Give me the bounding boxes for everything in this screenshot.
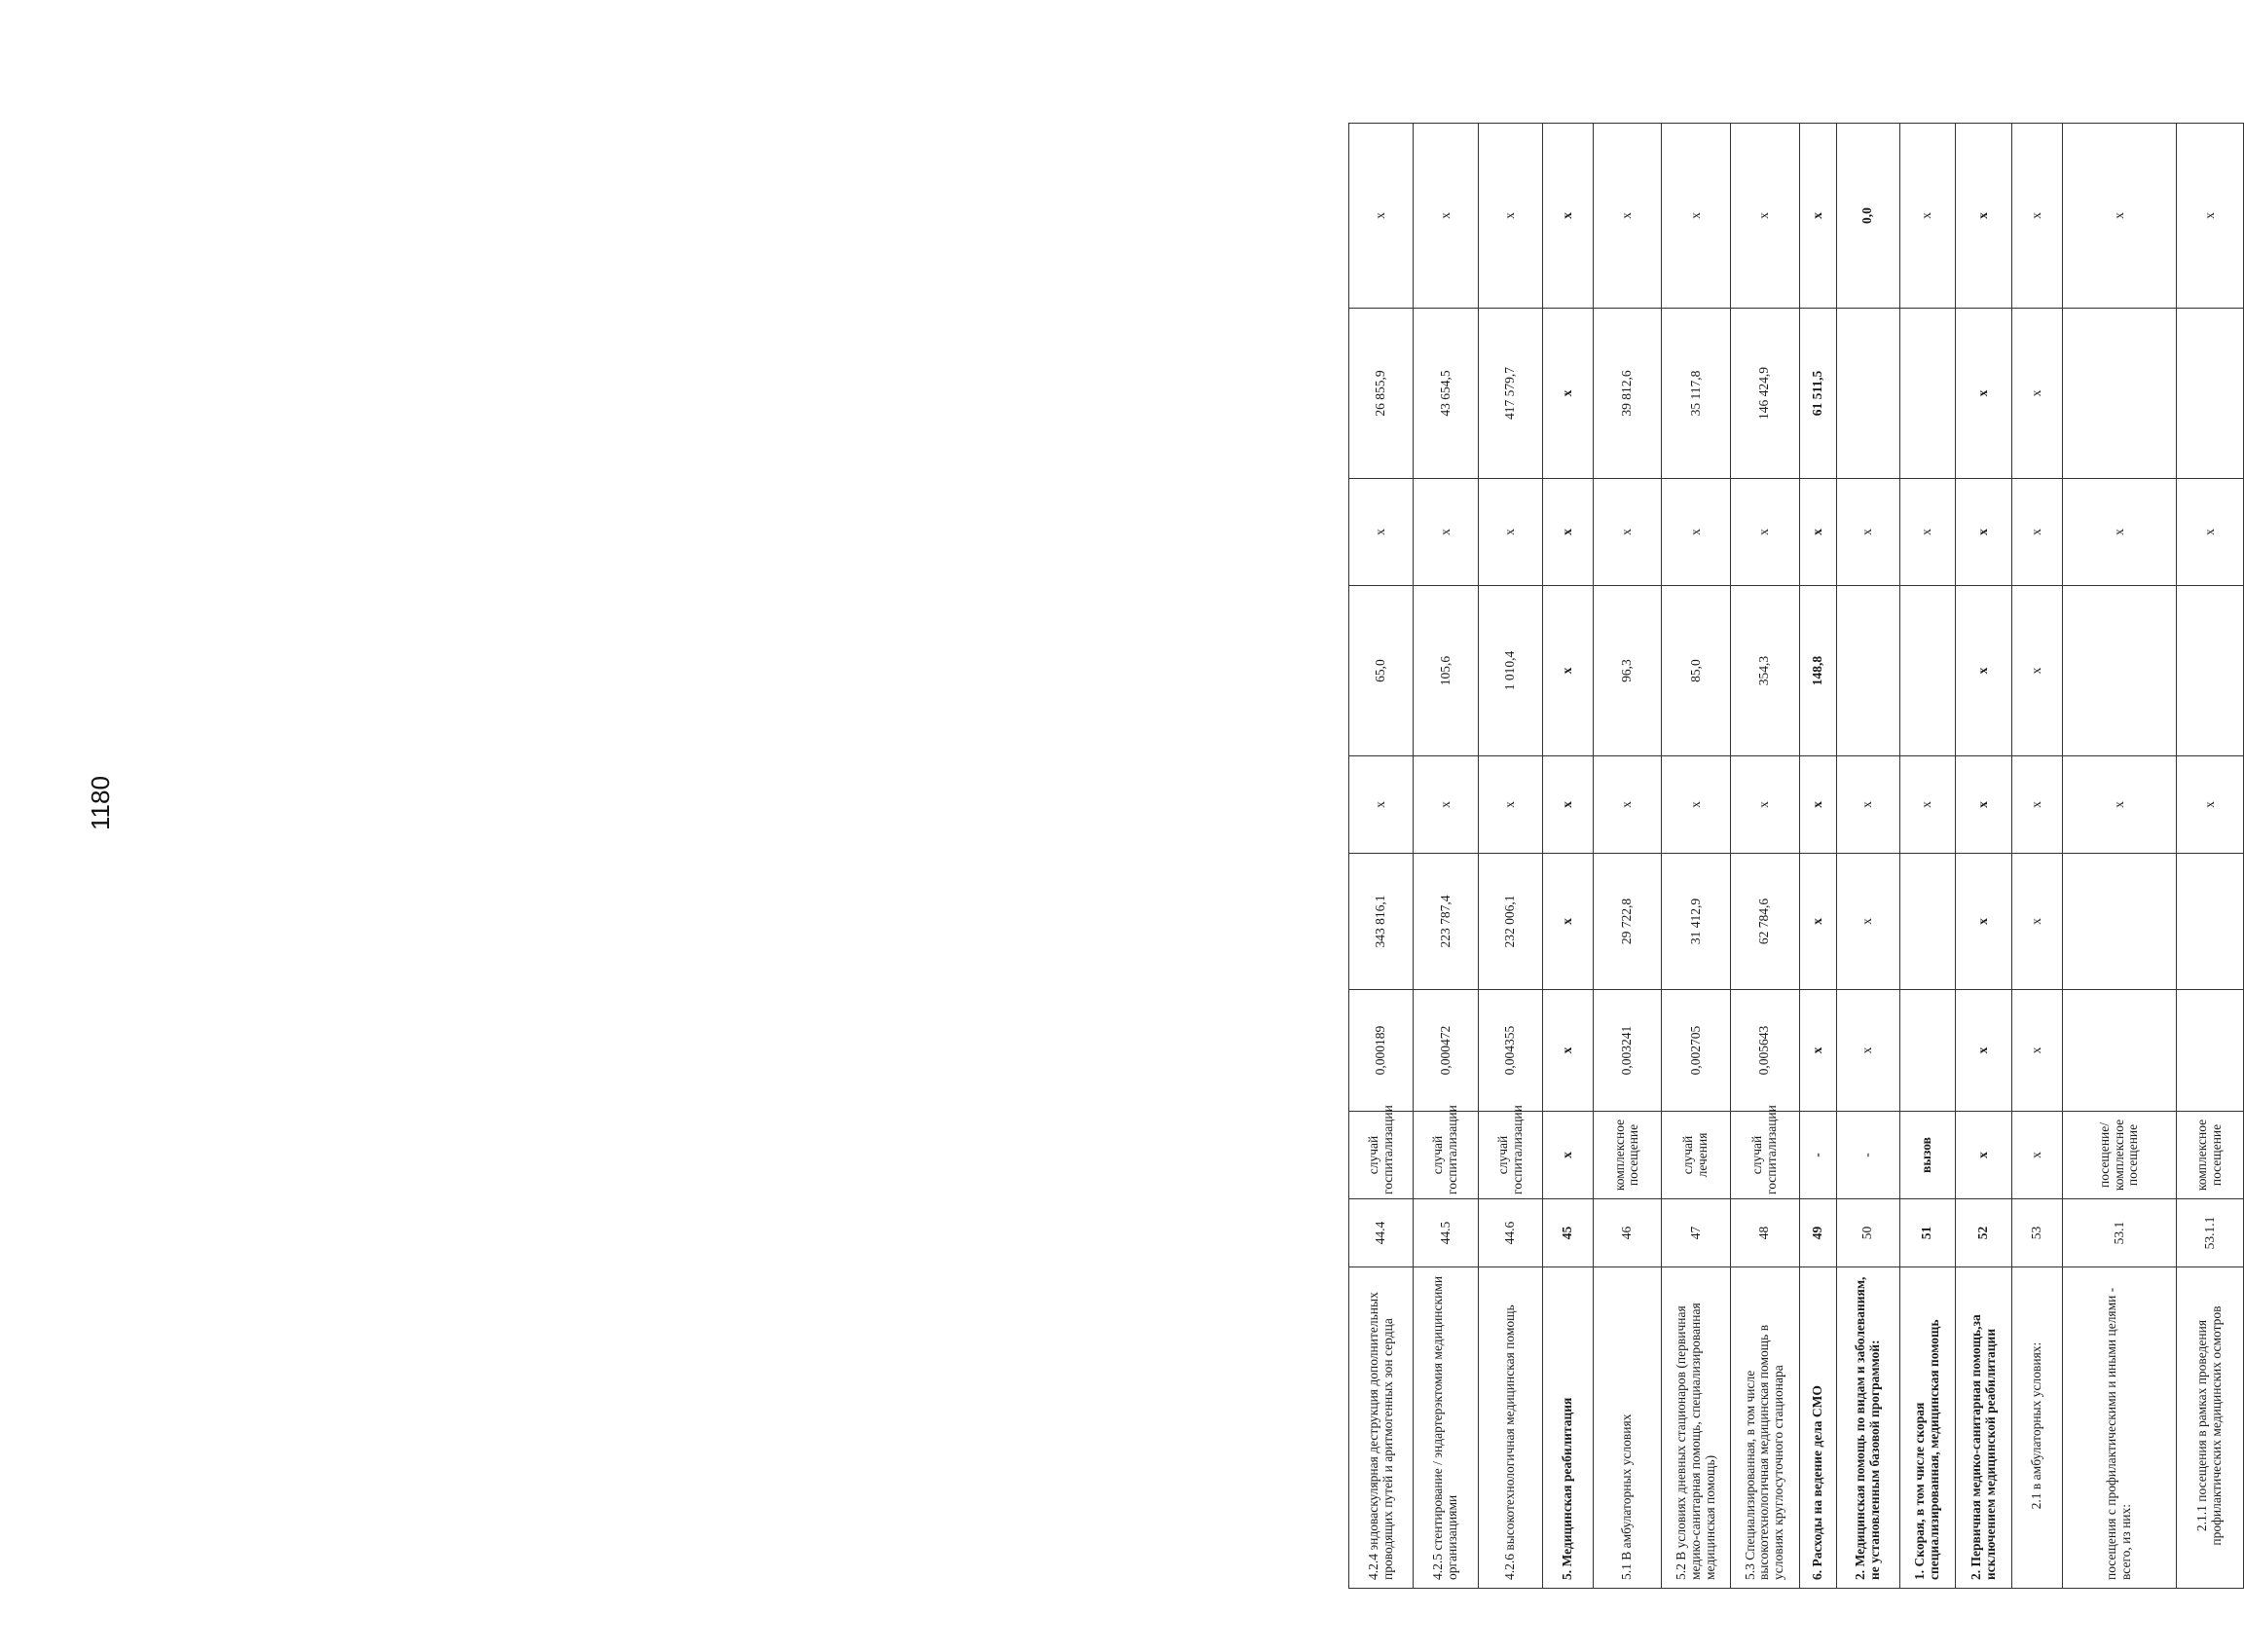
cell-c6: х	[1956, 309, 2012, 479]
table-row	[2177, 124, 2244, 1589]
row-name-cell: 1. Скорая, в том числе скорая специализированная, медицинская помощь	[1899, 1267, 1956, 1589]
cell-c2: 62 784,6	[1731, 854, 1800, 990]
cell-c7: х	[1593, 124, 1662, 309]
cell-c3: х	[1478, 756, 1542, 854]
cell-unit: комплексное посещение	[1593, 1112, 1662, 1199]
cell-c4: х	[1956, 586, 2012, 756]
row-name-cell: 2.1.1 посещения в рамках проведения профилактических медицинских осмотров	[2177, 1267, 2244, 1589]
row-name-cell: 2. Первичная медико-санитарная помощь,за исключением медицинской реабилитации	[1956, 1267, 2012, 1589]
cell-c4: 1 010,4	[1478, 586, 1542, 756]
cell-c5: х	[1731, 479, 1800, 586]
cell-c6: 61 511,5	[1799, 309, 1837, 479]
row-name-cell: 4.2.6 высокотехнологичная медицинская помощь	[1478, 1267, 1542, 1589]
cell-c2: 29 722,8	[1593, 854, 1662, 990]
cell-c3: х	[1593, 756, 1662, 854]
row-name-cell: 6. Расходы на ведение дела СМО	[1799, 1267, 1837, 1589]
cell-unit: случай госпитализации	[1349, 1112, 1414, 1199]
cell-num: 49	[1799, 1199, 1837, 1267]
cell-c6: х	[1543, 309, 1593, 479]
cell-c7: х	[2012, 124, 2062, 309]
table-row	[1662, 124, 1731, 1589]
cell-num: 46	[1593, 1199, 1662, 1267]
cell-c1: 0,000472	[1414, 990, 1478, 1112]
cell-c1: 0,000189	[1349, 990, 1414, 1112]
cell-unit: комплексное посещение	[2177, 1112, 2244, 1199]
cell-num: 51	[1899, 1199, 1956, 1267]
cell-c7: х	[1731, 124, 1800, 309]
cell-c7: х	[1349, 124, 1414, 309]
cell-unit: случай госпитализации	[1414, 1112, 1478, 1199]
cell-c1	[2062, 990, 2177, 1112]
cell-c6	[2062, 309, 2177, 479]
cell-num: 52	[1956, 1199, 2012, 1267]
cell-c6: 43 654,5	[1414, 309, 1478, 479]
cell-c5: х	[1414, 479, 1478, 586]
cell-c2: 343 816,1	[1349, 854, 1414, 990]
cell-num: 44.4	[1349, 1199, 1414, 1267]
cell-num: 44.6	[1478, 1199, 1542, 1267]
table-row	[1349, 124, 1414, 1589]
cell-num: 48	[1731, 1199, 1800, 1267]
cell-c3: х	[1414, 756, 1478, 854]
cell-c7: 0,0	[1837, 124, 1899, 309]
cell-c3: х	[1837, 756, 1899, 854]
cell-c2: 223 787,4	[1414, 854, 1478, 990]
cell-unit: посещение/ комплексное посещение	[2062, 1112, 2177, 1199]
cell-c6	[2177, 309, 2244, 479]
cell-c4	[1837, 586, 1899, 756]
cell-c4	[1899, 586, 1956, 756]
cell-c2	[1899, 854, 1956, 990]
cell-unit: -	[1799, 1112, 1837, 1199]
cell-c6: 39 812,6	[1593, 309, 1662, 479]
cell-c5: х	[2177, 479, 2244, 586]
cell-c3: х	[1956, 756, 2012, 854]
table-row	[1899, 124, 1956, 1589]
table-body	[1349, 124, 2244, 1589]
table-row	[1593, 124, 1662, 1589]
cell-c2	[2062, 854, 2177, 990]
cell-c3: х	[1731, 756, 1800, 854]
table-row	[1543, 124, 1593, 1589]
cell-c1	[2177, 990, 2244, 1112]
cell-c5: х	[1837, 479, 1899, 586]
cell-c1: х	[1543, 990, 1593, 1112]
cell-c2: х	[2012, 854, 2062, 990]
cell-c6	[1837, 309, 1899, 479]
cell-c2: х	[1799, 854, 1837, 990]
row-name-cell: 5.2 В условиях дневных стационаров (первичная медико-санитарная помощь, специализированная медицинская помощь)	[1662, 1267, 1731, 1589]
cell-c2: х	[1956, 854, 2012, 990]
row-name-cell: 5.3 Специализированная, в том числе высокотехнологичная медицинская помощь в условиях круглосуточного стационара	[1731, 1267, 1800, 1589]
cell-c5: х	[1799, 479, 1837, 586]
page-number: 1180	[86, 776, 115, 830]
row-name-cell: 4.2.5 стентирование / эндартерэктомия медицинскими организациями	[1414, 1267, 1478, 1589]
cell-c5: х	[1349, 479, 1414, 586]
cell-c7: х	[2177, 124, 2244, 309]
cell-unit: случай госпитализации	[1478, 1112, 1542, 1199]
cell-num: 47	[1662, 1199, 1731, 1267]
cell-c6: 35 117,8	[1662, 309, 1731, 479]
cost-table	[1348, 123, 2244, 1589]
table-row	[1956, 124, 2012, 1589]
cell-unit: случай лечения	[1662, 1112, 1731, 1199]
cell-unit: х	[2012, 1112, 2062, 1199]
cell-c7: х	[1899, 124, 1956, 309]
cell-c4: х	[2012, 586, 2062, 756]
row-name-cell: 5.1 В амбулаторных условиях	[1593, 1267, 1662, 1589]
cell-c1: 0,003241	[1593, 990, 1662, 1112]
cell-c1: х	[1956, 990, 2012, 1112]
cell-c4: 105,6	[1414, 586, 1478, 756]
row-name-cell: 4.2.4 эндоваскулярная деструкция дополнительных проводящих путей и аритмогенных зон сердца	[1349, 1267, 1414, 1589]
cell-c2: х	[1543, 854, 1593, 990]
cell-num: 53.1	[2062, 1199, 2177, 1267]
cell-c1: 0,005643	[1731, 990, 1800, 1112]
table-row	[1478, 124, 1542, 1589]
cell-c3: х	[1899, 756, 1956, 854]
table-rotation-wrapper	[1348, 124, 2244, 1589]
cell-c5: х	[1899, 479, 1956, 586]
table-row	[1837, 124, 1899, 1589]
cell-c1: 0,002705	[1662, 990, 1731, 1112]
cell-c6: х	[2012, 309, 2062, 479]
cell-c3: х	[2062, 756, 2177, 854]
cell-c2: 232 006,1	[1478, 854, 1542, 990]
cell-c3: х	[2177, 756, 2244, 854]
cell-unit: -	[1837, 1112, 1899, 1199]
cell-num: 53	[2012, 1199, 2062, 1267]
cell-c5: х	[1956, 479, 2012, 586]
cell-c2: х	[1837, 854, 1899, 990]
cell-unit: х	[1956, 1112, 2012, 1199]
row-name-cell: 5. Медицинская реабилитация	[1543, 1267, 1593, 1589]
table-row	[1731, 124, 1800, 1589]
cell-c1	[1899, 990, 1956, 1112]
cell-num: 44.5	[1414, 1199, 1478, 1267]
cell-c5: х	[2012, 479, 2062, 586]
cell-c7: х	[1414, 124, 1478, 309]
cell-c4: х	[1543, 586, 1593, 756]
cell-num: 50	[1837, 1199, 1899, 1267]
cell-c5: х	[1593, 479, 1662, 586]
cell-c1: 0,004355	[1478, 990, 1542, 1112]
cell-c7: х	[1543, 124, 1593, 309]
cell-unit: случай госпитализации	[1731, 1112, 1800, 1199]
table-row	[1799, 124, 1837, 1589]
cell-c2: 31 412,9	[1662, 854, 1731, 990]
cell-c3: х	[1349, 756, 1414, 854]
row-name-cell: посещения с профилактическими и иными целями - всего, из них:	[2062, 1267, 2177, 1589]
cell-num: 53.1.1	[2177, 1199, 2244, 1267]
cell-c1: х	[2012, 990, 2062, 1112]
cell-c1: х	[1799, 990, 1837, 1112]
cell-c2	[2177, 854, 2244, 990]
cell-c4	[2062, 586, 2177, 756]
cell-c3: х	[1543, 756, 1593, 854]
cell-c6: 417 579,7	[1478, 309, 1542, 479]
cell-c5: х	[1662, 479, 1731, 586]
cell-c7: х	[1662, 124, 1731, 309]
cell-unit: х	[1543, 1112, 1593, 1199]
cell-c5: х	[1543, 479, 1593, 586]
table-row	[2012, 124, 2062, 1589]
row-name-cell: 2. Медицинская помощь по видам и заболеваниям, не установленным базовой программой:	[1837, 1267, 1899, 1589]
cell-c4: 85,0	[1662, 586, 1731, 756]
cell-c6: 26 855,9	[1349, 309, 1414, 479]
cell-unit: вызов	[1899, 1112, 1956, 1199]
cell-num: 45	[1543, 1199, 1593, 1267]
cell-c1: х	[1837, 990, 1899, 1112]
cell-c3: х	[2012, 756, 2062, 854]
cell-c5: х	[2062, 479, 2177, 586]
cell-c3: х	[1799, 756, 1837, 854]
cell-c6: 146 424,9	[1731, 309, 1800, 479]
cell-c4: 354,3	[1731, 586, 1800, 756]
cell-c4	[2177, 586, 2244, 756]
cell-c5: х	[1478, 479, 1542, 586]
row-name-cell: 2.1 в амбулаторных условиях:	[2012, 1267, 2062, 1589]
table-row	[2062, 124, 2177, 1589]
cell-c7: х	[1956, 124, 2012, 309]
cell-c7: х	[2062, 124, 2177, 309]
cell-c3: х	[1662, 756, 1731, 854]
cell-c4: 148,8	[1799, 586, 1837, 756]
table-row	[1414, 124, 1478, 1589]
cell-c7: х	[1478, 124, 1542, 309]
cell-c4: 65,0	[1349, 586, 1414, 756]
cell-c4: 96,3	[1593, 586, 1662, 756]
cell-c6	[1899, 309, 1956, 479]
cell-c7: х	[1799, 124, 1837, 309]
